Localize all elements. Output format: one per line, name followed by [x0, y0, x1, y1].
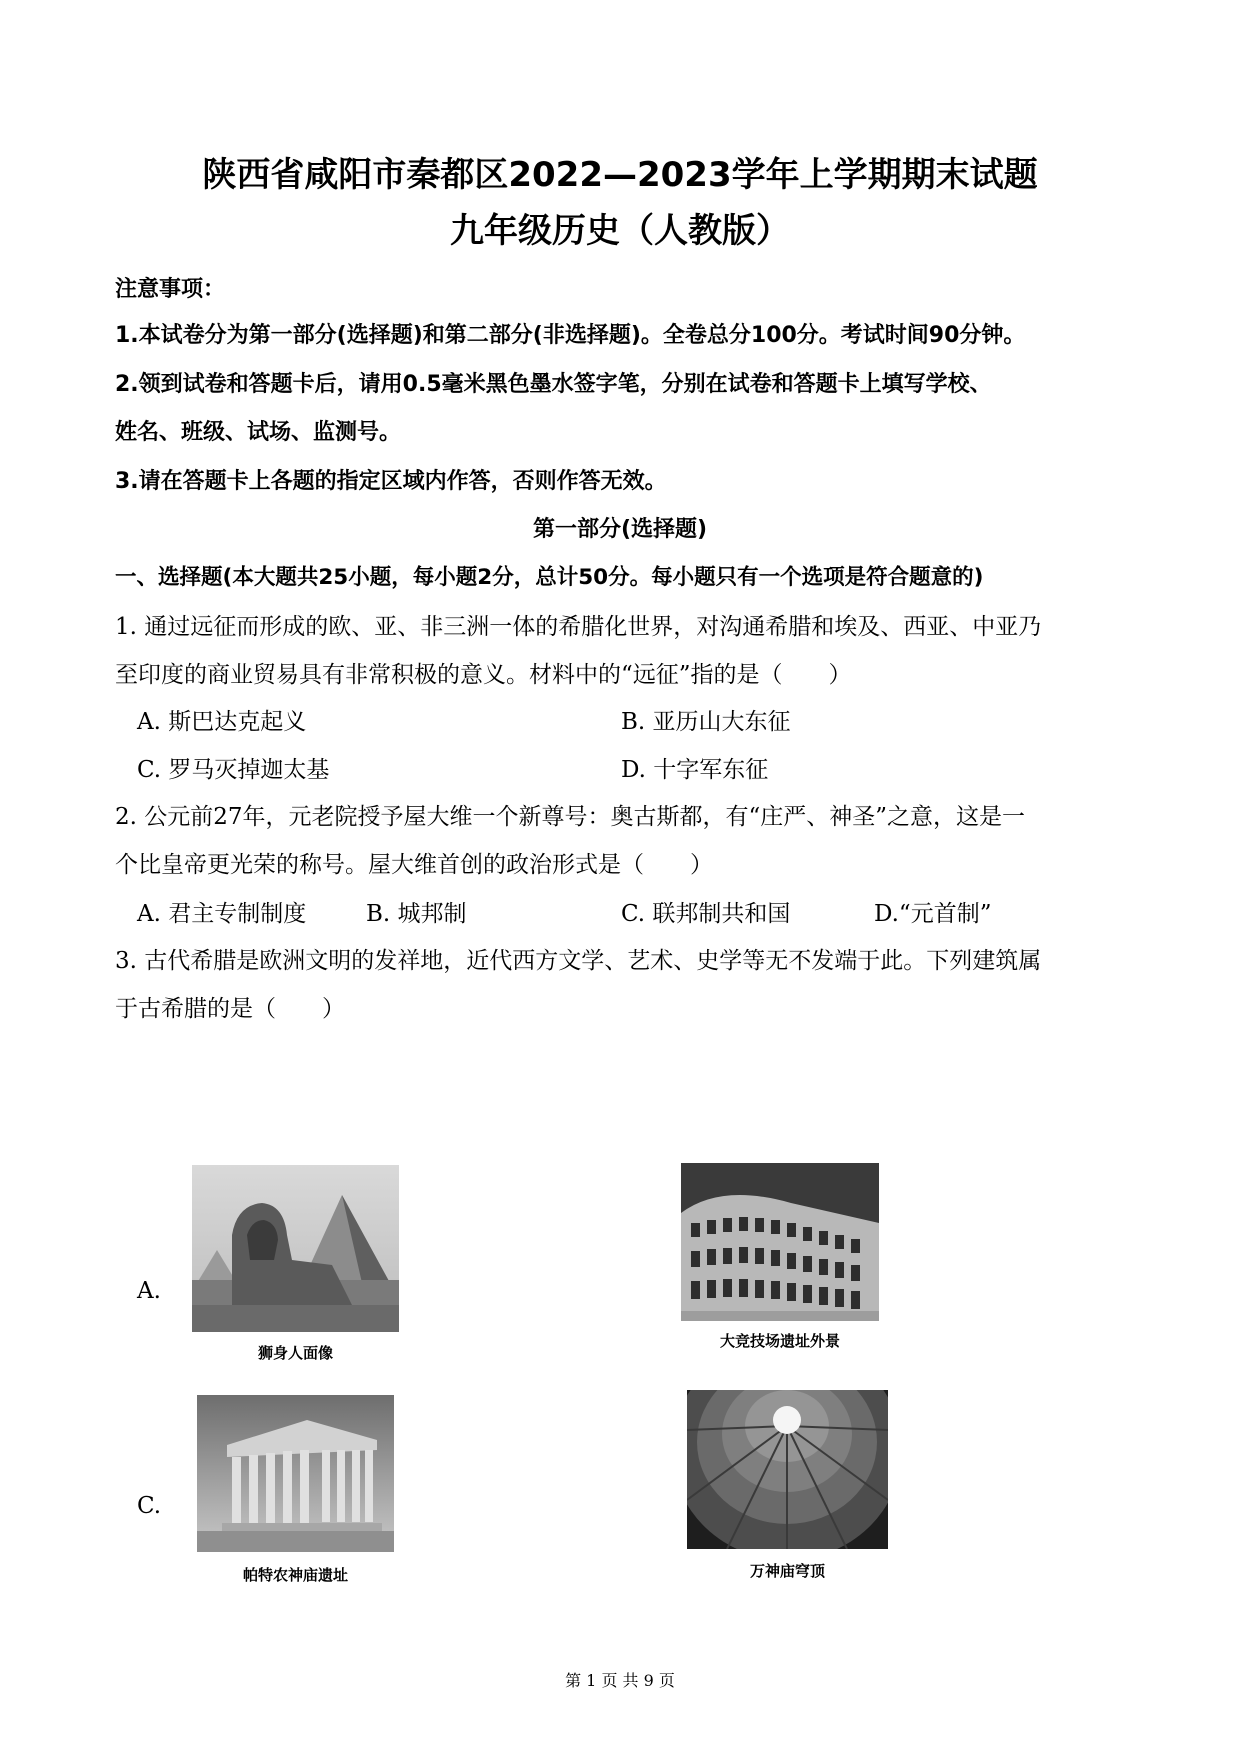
q1-stem: 1. 通过远征而形成的欧、亚、非三洲一体的希腊化世界，对沟通希腊和埃及、西亚、中亚乃: [115, 614, 1042, 640]
pantheon-caption: 万神庙穹顶: [749, 1562, 825, 1580]
q1-option-b: B. 亚历山大东征: [621, 709, 791, 735]
q3-stem-cont: 于古希腊的是（ ）: [115, 996, 345, 1022]
section-heading: 一、选择题(本大题共25小题，每小题2分，总计50分。每小题只有一个选项是符合题意的): [115, 565, 984, 590]
note-item-3: 3.请在答题卡上各题的指定区域内作答，否则作答无效。: [115, 469, 667, 494]
note-item-2: 2.领到试卷和答题卡后，请用0.5毫米黑色墨水签字笔，分别在试卷和答题卡上填写学校、: [115, 372, 992, 397]
sphinx-caption: 狮身人面像: [257, 1344, 333, 1362]
q2-option-a: A. 君主专制制度: [137, 901, 307, 927]
note-item-2-cont: 姓名、班级、试场、监测号。: [115, 420, 402, 445]
q3-option-c-label: C.: [137, 1493, 162, 1519]
pantheon-image: [687, 1390, 888, 1549]
colosseum-image: [681, 1163, 879, 1321]
exam-title: 陕西省咸阳市秦都区2022—2023学年上学期期末试题: [202, 155, 1038, 195]
exam-subtitle: 九年级历史（人教版）: [450, 211, 790, 251]
q3-stem: 3. 古代希腊是欧洲文明的发祥地，近代西方文学、艺术、史学等无不发端于此。下列建筑属: [115, 948, 1042, 974]
parthenon-image: [197, 1395, 394, 1552]
notes-heading: 注意事项：: [115, 277, 226, 302]
sphinx-image: [192, 1165, 399, 1332]
q2-stem-cont: 个比皇帝更光荣的称号。屋大维首创的政治形式是（ ）: [115, 852, 713, 878]
parthenon-caption: 帕特农神庙遗址: [242, 1566, 348, 1584]
part-heading: 第一部分(选择题): [532, 517, 708, 542]
page-number: 第 1 页 共 9 页: [565, 1671, 675, 1690]
q1-option-c: C. 罗马灭掉迦太基: [137, 757, 330, 783]
q2-stem: 2. 公元前27年，元老院授予屋大维一个新尊号：奥古斯都，有“庄严、神圣”之意，这是一: [115, 804, 1026, 830]
q1-option-d: D. 十字军东征: [621, 757, 769, 783]
note-item-1: 1.本试卷分为第一部分(选择题)和第二部分(非选择题)。全卷总分100分。考试时间90分钟。: [115, 323, 1026, 348]
q2-option-b: B. 城邦制: [366, 901, 467, 927]
q1-option-a: A. 斯巴达克起义: [137, 709, 307, 735]
q3-option-a-label: A.: [137, 1278, 161, 1304]
q1-stem-cont: 至印度的商业贸易具有非常积极的意义。材料中的“远征”指的是（ ）: [115, 662, 852, 688]
q2-option-d: D.“元首制”: [874, 901, 992, 927]
colosseum-caption: 大竞技场遗址外景: [719, 1332, 840, 1350]
q2-option-c: C. 联邦制共和国: [621, 901, 791, 927]
